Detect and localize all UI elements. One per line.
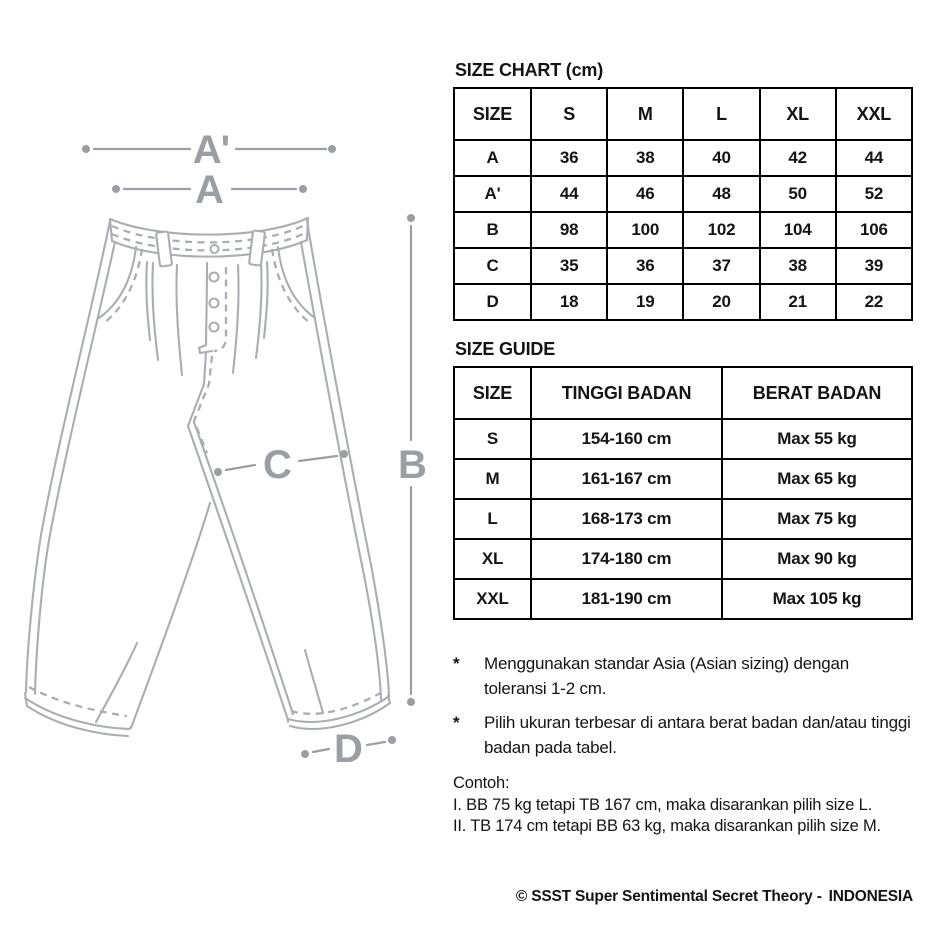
cell: Max 90 kg xyxy=(722,539,912,579)
table-row xyxy=(454,539,912,579)
measure-a-prime xyxy=(82,128,336,172)
measure-d xyxy=(301,727,396,771)
note-item xyxy=(453,711,915,760)
table-row xyxy=(454,419,912,459)
column-header: SIZE xyxy=(454,367,531,419)
example-line: I. BB 75 kg tetapi TB 167 cm, maka disarankan pilih size L. xyxy=(453,795,872,814)
note-bullet: * xyxy=(453,654,460,673)
footer-copyright: © SSST Super Sentimental Secret Theory - xyxy=(515,888,822,905)
cell: 168-173 cm xyxy=(531,499,722,539)
cell: Max 65 kg xyxy=(722,459,912,499)
measure-label-d: D xyxy=(334,727,362,771)
cell: 38 xyxy=(760,248,836,284)
pants-waistband xyxy=(110,218,308,267)
cell: 22 xyxy=(836,284,912,320)
info-column xyxy=(453,60,913,838)
cell: 48 xyxy=(683,176,759,212)
measure-b xyxy=(398,214,426,706)
measure-a xyxy=(112,168,307,212)
cell: 40 xyxy=(683,140,759,176)
table-row xyxy=(454,248,912,284)
row-label: XXL xyxy=(454,579,531,619)
column-header: TINGGI BADAN xyxy=(531,367,722,419)
note-text: Menggunakan standar Asia (Asian sizing) dengan toleransi 1-2 cm. xyxy=(484,654,850,698)
cell: 50 xyxy=(760,176,836,212)
cell: 44 xyxy=(836,140,912,176)
pants-fly xyxy=(188,245,226,453)
cell: 36 xyxy=(607,248,683,284)
cell: 21 xyxy=(760,284,836,320)
example-line: II. TB 174 cm tetapi BB 63 kg, maka disarankan pilih size M. xyxy=(453,817,881,835)
footer-region: INDONESIA xyxy=(828,888,913,905)
row-label: D xyxy=(454,284,531,320)
size-chart-table xyxy=(453,87,913,321)
table-row xyxy=(454,579,912,619)
row-label: S xyxy=(454,419,531,459)
measure-c xyxy=(214,443,348,487)
measure-label-a: A xyxy=(195,168,223,212)
cell: 154-160 cm xyxy=(531,419,722,459)
cell: 37 xyxy=(683,248,759,284)
cell: 18 xyxy=(531,284,607,320)
note-item xyxy=(453,652,915,701)
cell: 174-180 cm xyxy=(531,539,722,579)
example-block xyxy=(453,773,915,838)
measure-label-a-prime: A' xyxy=(192,128,230,172)
cell: 35 xyxy=(531,248,607,284)
cell: 39 xyxy=(836,248,912,284)
size-guide-title: SIZE GUIDE xyxy=(455,339,556,359)
column-header: M xyxy=(607,88,683,140)
column-header: XXL xyxy=(836,88,912,140)
column-header: S xyxy=(531,88,607,140)
size-chart-title: SIZE CHART (cm) xyxy=(455,60,604,80)
row-label: C xyxy=(454,248,531,284)
row-label: M xyxy=(454,459,531,499)
cell: 44 xyxy=(531,176,607,212)
pants-diagram xyxy=(0,0,460,800)
cell: 19 xyxy=(607,284,683,320)
cell: 52 xyxy=(836,176,912,212)
cell: 36 xyxy=(531,140,607,176)
column-header: XL xyxy=(760,88,836,140)
row-label: B xyxy=(454,212,531,248)
cell: 46 xyxy=(607,176,683,212)
table-row xyxy=(454,499,912,539)
cell: 38 xyxy=(607,140,683,176)
cell: Max 105 kg xyxy=(722,579,912,619)
note-text: Pilih ukuran terbesar di antara berat badan dan/atau tinggi badan pada tabel. xyxy=(484,713,911,757)
footer xyxy=(516,888,913,906)
table-row xyxy=(454,212,912,248)
cell: 100 xyxy=(607,212,683,248)
cell: Max 55 kg xyxy=(722,419,912,459)
measure-label-c: C xyxy=(263,443,291,487)
cell: 181-190 cm xyxy=(531,579,722,619)
size-guide-header-row xyxy=(454,367,912,419)
cell: 42 xyxy=(760,140,836,176)
size-chart-header-row xyxy=(454,88,912,140)
note-bullet: * xyxy=(453,713,460,732)
row-label: A xyxy=(454,140,531,176)
row-label: L xyxy=(454,499,531,539)
cell: 106 xyxy=(836,212,912,248)
table-row xyxy=(454,176,912,212)
table-row xyxy=(454,459,912,499)
row-label: XL xyxy=(454,539,531,579)
notes-section xyxy=(453,652,915,838)
size-guide-table xyxy=(453,366,913,620)
cell: 20 xyxy=(683,284,759,320)
row-label: A' xyxy=(454,176,531,212)
measure-label-b: B xyxy=(398,443,426,487)
column-header: L xyxy=(683,88,759,140)
column-header: BERAT BADAN xyxy=(722,367,912,419)
table-row xyxy=(454,140,912,176)
cell: 102 xyxy=(683,212,759,248)
column-header: SIZE xyxy=(454,88,531,140)
cell: Max 75 kg xyxy=(722,499,912,539)
example-heading: Contoh: xyxy=(453,774,510,792)
cell: 161-167 cm xyxy=(531,459,722,499)
table-row xyxy=(454,284,912,320)
cell: 98 xyxy=(531,212,607,248)
cell: 104 xyxy=(760,212,836,248)
